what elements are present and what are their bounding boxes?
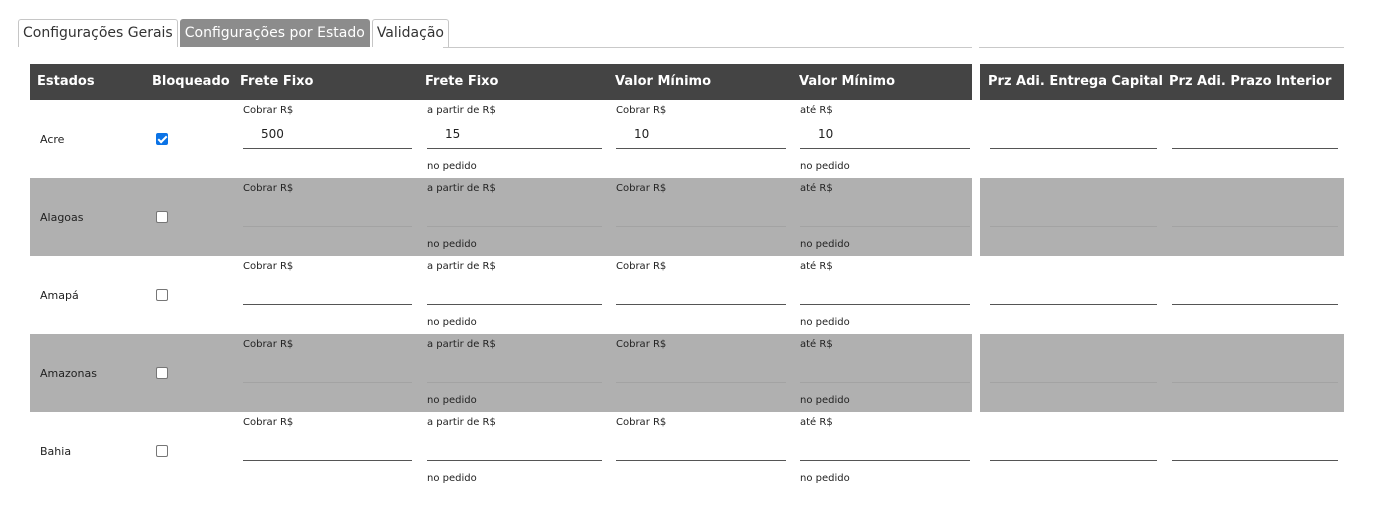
frete-a-partir-input[interactable] [427,276,602,305]
header-estados: Estados [37,74,95,89]
prz-capital-input[interactable] [990,276,1157,305]
state-name: Bahia [40,445,72,458]
frete-cobrar-label: Cobrar R$ [243,417,294,428]
frete-cobrar-label: Cobrar R$ [243,183,294,194]
minimo-cobrar-input[interactable] [616,198,786,227]
prz-interior-input[interactable] [1172,198,1338,227]
minimo-ate-label: até R$ [800,417,833,428]
blocked-checkbox[interactable] [156,445,168,457]
minimo-cobrar-label: Cobrar R$ [616,183,667,194]
minimo-ate-label: até R$ [800,339,833,350]
frete-cobrar-input[interactable] [243,354,412,383]
minimo-ate-input[interactable] [800,354,970,383]
minimo-ate-input[interactable] [800,432,970,461]
minimo-no-pedido-label: no pedido [800,161,850,172]
state-name: Amazonas [40,367,97,380]
frete-cobrar-input[interactable] [243,276,412,305]
minimo-ate-input[interactable] [800,276,970,305]
minimo-no-pedido-label: no pedido [800,473,850,484]
blocked-checkbox[interactable] [156,133,168,145]
prz-interior-input[interactable] [1172,120,1338,149]
header-separator [972,64,980,100]
minimo-cobrar-label: Cobrar R$ [616,417,667,428]
header-valor-minimo-ate: Valor Mínimo [799,74,896,89]
frete-cobrar-input[interactable] [243,198,412,227]
prz-capital-input[interactable] [990,354,1157,383]
header-bloqueado: Bloqueado [152,74,230,89]
tab-validacao[interactable]: Validação [372,19,449,47]
minimo-ate-label: até R$ [800,105,833,116]
minimo-no-pedido-label: no pedido [800,239,850,250]
frete-no-pedido-label: no pedido [427,317,477,328]
blocked-checkbox[interactable] [156,289,168,301]
minimo-ate-label: até R$ [800,261,833,272]
frete-a-partir-label: a partir de R$ [427,339,496,350]
frete-cobrar-input[interactable]: 500 [243,120,412,149]
minimo-cobrar-label: Cobrar R$ [616,339,667,350]
header-prz-interior: Prz Adi. Prazo Interior [1169,74,1332,89]
table-row [30,178,1344,256]
header-frete-fixo-a-partir: Frete Fixo [425,74,499,89]
minimo-no-pedido-label: no pedido [800,395,850,406]
minimo-cobrar-input[interactable] [616,354,786,383]
header-prz-capital: Prz Adi. Entrega Capital [988,74,1164,89]
table-row [30,100,1344,178]
frete-no-pedido-label: no pedido [427,473,477,484]
frete-a-partir-input[interactable] [427,354,602,383]
frete-cobrar-label: Cobrar R$ [243,339,294,350]
table-row [30,412,1344,490]
prz-interior-input[interactable] [1172,432,1338,461]
minimo-cobrar-input[interactable]: 10 [616,120,786,149]
tab-configuracoes-gerais[interactable]: Configurações Gerais [18,19,178,47]
prz-capital-input[interactable] [990,120,1157,149]
state-name: Alagoas [40,211,84,224]
prz-capital-input[interactable] [990,198,1157,227]
minimo-cobrar-input[interactable] [616,276,786,305]
tab-configuracoes-por-estado[interactable]: Configurações por Estado [180,19,370,47]
frete-no-pedido-label: no pedido [427,395,477,406]
header-frete-fixo-cobrar: Frete Fixo [240,74,314,89]
table-row [30,334,1344,412]
frete-a-partir-input[interactable] [427,432,602,461]
minimo-cobrar-input[interactable] [616,432,786,461]
tab-divider-line [979,47,1344,48]
frete-no-pedido-label: no pedido [427,161,477,172]
blocked-checkbox[interactable] [156,211,168,223]
header-valor-minimo-cobrar: Valor Mínimo [615,74,712,89]
minimo-cobrar-label: Cobrar R$ [616,105,667,116]
table-row [30,256,1344,334]
table-header [30,64,1344,100]
frete-cobrar-label: Cobrar R$ [243,105,294,116]
minimo-no-pedido-label: no pedido [800,317,850,328]
tab-divider-line [443,47,972,48]
prz-capital-input[interactable] [990,432,1157,461]
state-name: Amapá [40,289,79,302]
frete-no-pedido-label: no pedido [427,239,477,250]
state-name: Acre [40,133,65,146]
minimo-ate-input[interactable] [800,198,970,227]
states-config-table [30,64,1344,490]
minimo-ate-label: até R$ [800,183,833,194]
tab-bar [18,19,451,47]
prz-interior-input[interactable] [1172,276,1338,305]
minimo-cobrar-label: Cobrar R$ [616,261,667,272]
frete-a-partir-label: a partir de R$ [427,417,496,428]
frete-a-partir-label: a partir de R$ [427,183,496,194]
frete-cobrar-label: Cobrar R$ [243,261,294,272]
minimo-ate-input[interactable]: 10 [800,120,970,149]
table-body [30,100,1344,490]
blocked-checkbox[interactable] [156,367,168,379]
frete-a-partir-label: a partir de R$ [427,261,496,272]
frete-cobrar-input[interactable] [243,432,412,461]
frete-a-partir-input[interactable] [427,198,602,227]
frete-a-partir-label: a partir de R$ [427,105,496,116]
prz-interior-input[interactable] [1172,354,1338,383]
frete-a-partir-input[interactable]: 15 [427,120,602,149]
